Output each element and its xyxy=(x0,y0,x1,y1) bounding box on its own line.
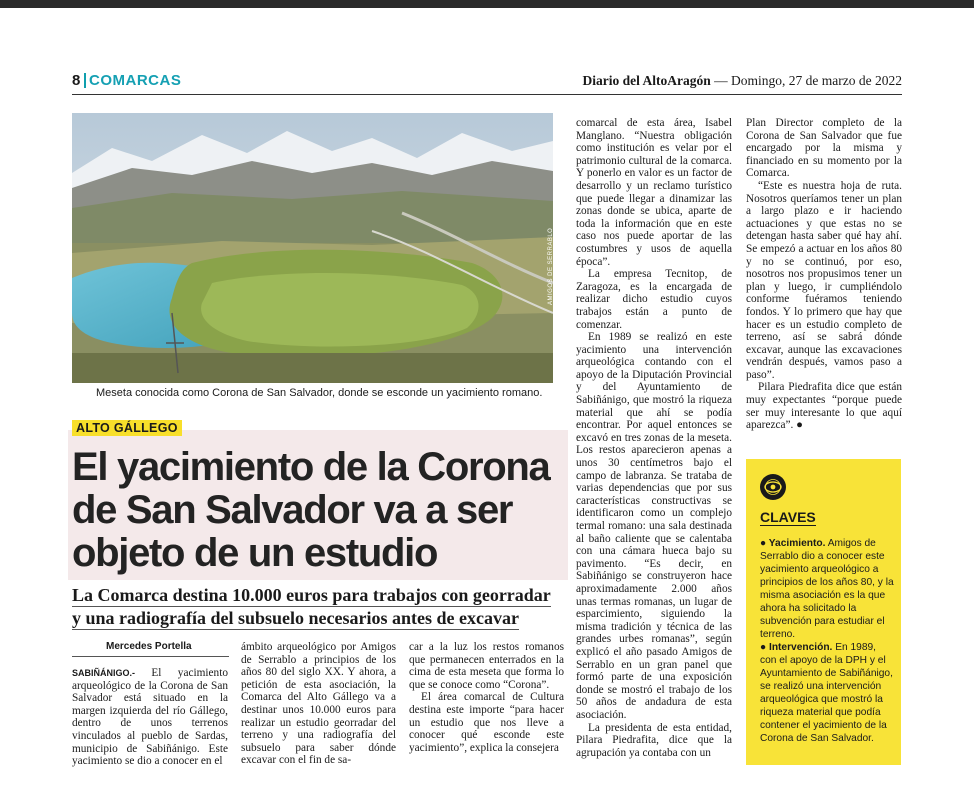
headline xyxy=(72,446,572,575)
page-number: 8 xyxy=(72,72,81,89)
article-column-5 xyxy=(746,117,902,432)
header-separator xyxy=(84,73,86,88)
headline-line: de San Salvador va a ser xyxy=(72,488,513,532)
photo-credit: AMIGOS DE SERRABLO xyxy=(548,227,554,305)
paragraph: “Este es nuestra hoja de ruta. Nosotros queríamos tener un plan a largo plazo e ir haciendo actuaciones y que estas no se detengan hasta saber qué hay ahí. Se empezó a actuar en los años 80 y no se continuó, por eso, nosotros nos propusimos tener un plan y luego, ir cumpliéndolo conforme fuéramos teniendo fondos. Y lo primero que hay que hacer es un estudio completo de terreno, así se sabrá dónde excavar, aunque las excavaciones vendrán después, vamos paso a paso”. xyxy=(746,179,902,381)
paragraph: car a la luz los restos romanos que permanecen enterrados en la cima de esta meseta que forma lo que se conoce como “Corona”. xyxy=(409,641,564,691)
subhead-line: La Comarca destina 10.000 euros para trabajos con georradar xyxy=(72,585,551,605)
claves-item xyxy=(760,641,895,745)
landscape-photo xyxy=(72,113,553,383)
claves-item-label: ● Intervención. xyxy=(760,642,833,653)
claves-item xyxy=(760,537,895,641)
paragraph: La empresa Tecnitop, de Zaragoza, es la encargada de realizar dicho estudio cuyos trabajos están a punto de comenzar. xyxy=(576,268,732,331)
paragraph: ámbito arqueológico por Amigos de Serrablo a principios de los años 80 del siglo XX. Y ahora, a petición de esta asociación, la Comarca del Alto Gállego va a destinar unos 10.000 euros para realizar un estudio georradar del terreno y una radiografía del subsuelo para saber dónde excavar con el fin de sa- xyxy=(241,641,396,767)
paragraph: comarcal de esta área, Isabel Manglano. “Nuestra obligación como institución es velar por el patrimonio cultural de la comarca. Y ponerlo en valor es un factor de desarrollo y un reclamo turístico que puede llegar a dinamizar las zonas donde se ubica, aparte de toda la información que en este caso nos puede aportar de las costumbres y usos de aquella época”. xyxy=(576,117,732,268)
section-name: COMARCAS xyxy=(89,72,182,89)
photo-caption: Meseta conocida como Corona de San Salvador, donde se esconde un yacimiento romano. xyxy=(96,387,543,399)
header-rule xyxy=(72,94,902,95)
subheadline xyxy=(72,584,562,630)
kicker: ALTO GÁLLEGO xyxy=(72,420,182,436)
paragraph: El yacimiento arqueológico de la Corona de San Salvador está situado en la margen izquierda del río Gállego, dentro de unos terrenos vinculados al pueblo de Sardas, municipio de Sabiñánigo. Este yacimiento se dio a conocer en el xyxy=(72,667,228,768)
paragraph: El área comarcal de Cultura destina este importe “para hacer un estudio que nos lleve a conocer qué esconde este yacimiento”, explica la consejera xyxy=(409,691,564,754)
article-column-4 xyxy=(576,117,732,759)
article-column-3 xyxy=(409,641,564,754)
paragraph: La presidenta de esta entidad, Pilara Piedrafita, dice que la agrupación ya contaba con un xyxy=(576,721,732,759)
article-column-1 xyxy=(72,667,228,768)
claves-title: CLAVES xyxy=(760,509,816,525)
issue-date: — Domingo, 27 de marzo de 2022 xyxy=(710,73,902,88)
claves-item-label: ● Yacimiento. xyxy=(760,538,826,549)
byline-rule xyxy=(72,656,229,657)
claves-box xyxy=(746,459,901,765)
claves-item-text: Amigos de Serrablo dio a conocer este yacimiento arqueológico a principios de los años 80, y la misma asociación es la que ahora ha solicitado la subvención para estudiar el terreno. xyxy=(760,538,894,640)
subhead-line: y una radiografía del subsuelo necesarios antes de excavar xyxy=(72,608,519,628)
headline-line: El yacimiento de la Corona xyxy=(72,445,550,489)
headline-line: objeto de un estudio xyxy=(72,531,438,575)
paragraph: Pilara Piedrafita dice que están muy expectantes “porque puede ser muy interesante lo que aquí aparezca”. ● xyxy=(746,381,902,432)
newspaper-dateline xyxy=(583,73,902,89)
paragraph: En 1989 se realizó en este yacimiento una intervención arqueológica contando con el apoyo de la Diputación Provincial y del Ayuntamiento de Sabiñánigo, que mostró la riqueza material que ahí se podía encontrar. Por aquel entonces se excavó en tres zonas de la meseta. Los restos aparecieron apenas a unos 30 centímetros bajo el campo de labranza. Se trataba de varias dependencias que por sus características constructivas se identificaron como un complejo termal romano: una sala destinada al baño caliente que se calentaba con una cámara hueca bajo su pavimento. “Es decir, en Sabiñánigo se construyeron hace aproximadamente 2.000 años unas termas romanas, un lugar de esparcimiento, siguiendo la misma tradición y técnica de las grandes urbes romanas”, según explicó el año pasado Amigos de Serrablo en un gran panel que formó parte de una exposición donde se mostró el trabajo de los 50 años de andadura de esta asociación. xyxy=(576,331,732,721)
author-byline: Mercedes Portella xyxy=(106,641,192,652)
article-column-2 xyxy=(241,641,396,767)
claves-list xyxy=(760,537,895,745)
page-header xyxy=(72,72,902,92)
eye-icon xyxy=(760,474,786,500)
dateline-place: SABIÑÁNIGO.- xyxy=(72,668,135,678)
top-bar xyxy=(0,0,974,8)
claves-item-text: En 1989, con el apoyo de la DPH y el Ayuntamiento de Sabiñánigo, se realizó una intervención arqueológica que mostró la riqueza material que podía contener el yacimiento de la Corona de San Salvador. xyxy=(760,642,893,744)
newspaper-name: Diario del AltoAragón xyxy=(582,73,711,88)
paragraph: Plan Director completo de la Corona de San Salvador que fue encargado por la misma y financiado en su momento por la Comarca. xyxy=(746,117,902,180)
